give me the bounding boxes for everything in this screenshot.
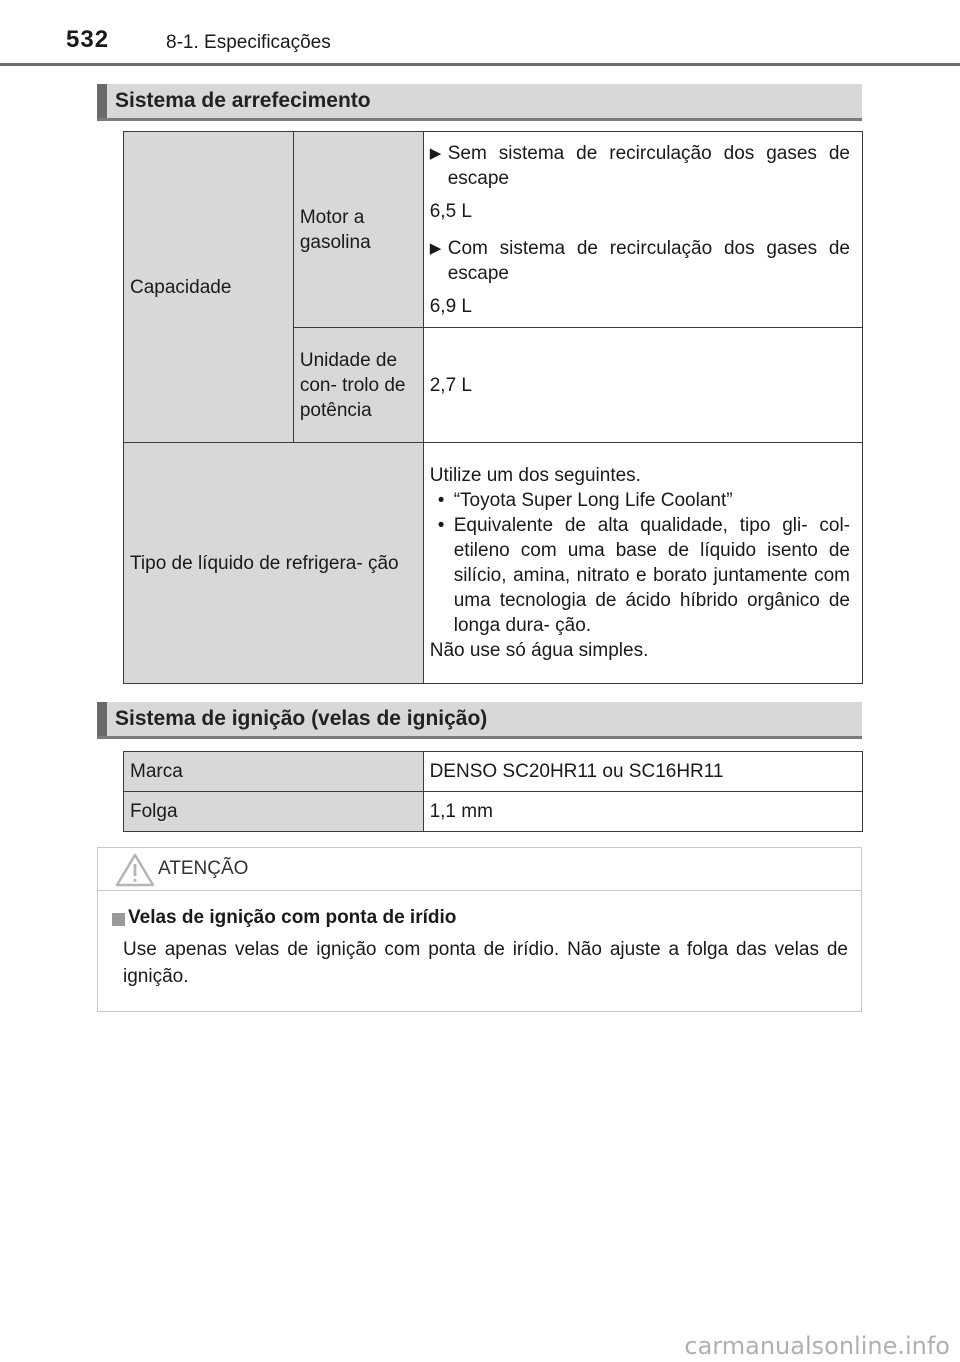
list-item: • Equivalente de alta qualidade, tipo gli- col-etileno com uma base de líquido isento de silício, amina, nitrato e borato juntamente com uma tecnologia de ácido híbrido orgânico de longa dura- ção. (437, 515, 850, 636)
ignition-label-cell: Folga (124, 792, 424, 832)
pcu-value: 2,7 L (423, 328, 862, 443)
ignition-label-cell: Marca (124, 752, 424, 792)
page-header (0, 0, 960, 68)
cooling-table (123, 131, 863, 684)
egr-with-value: 6,9 L (429, 296, 472, 317)
watermark: carmanualsonline.info (684, 1332, 950, 1360)
egr-without-item (430, 141, 850, 191)
square-bullet-icon (112, 913, 125, 926)
egr-with-text: Com sistema de recirculação dos gases de escape (447, 238, 850, 284)
header-rule (0, 63, 960, 66)
arrow-right-icon: ▶ (429, 145, 442, 162)
warning-title: ATENÇÃO (158, 858, 249, 879)
coolant-intro: Utilize um dos seguintes. (429, 465, 641, 486)
warning-header (98, 848, 861, 891)
egr-without-text: Sem sistema de recirculação dos gases de escape (447, 143, 850, 189)
gasoline-motor-label: Motor a gasolina (293, 132, 423, 328)
cooling-section-title: Sistema de arrefecimento (115, 89, 371, 112)
section-path: 8-1. Especificações (166, 32, 331, 53)
warning-box (97, 847, 862, 1012)
ignition-table (123, 751, 863, 832)
ignition-value-cell: DENSO SC20HR11 ou SC16HR11 (423, 752, 862, 792)
table-row (124, 752, 863, 792)
coolant-bullet-list (430, 488, 850, 638)
warning-triangle-icon (115, 853, 155, 887)
coolant-label: Tipo de líquido de refrigera- ção (124, 443, 424, 684)
pcu-label: Unidade de con- trolo de potência (293, 328, 423, 443)
warning-text: Use apenas velas de ignição com ponta de irídio. Não ajuste a folga das velas de ignição. (123, 939, 848, 987)
warning-subtitle: Velas de ignição com ponta de irídio (128, 907, 457, 928)
gasoline-capacity-cell (423, 132, 862, 328)
table-row (124, 792, 863, 832)
coolant-note: Não use só água simples. (429, 640, 649, 661)
cooling-section-bar (97, 84, 862, 121)
coolant-cell (423, 443, 862, 684)
section-accent (97, 702, 107, 736)
page-number: 532 (66, 26, 110, 53)
capacity-label: Capacidade (124, 132, 294, 443)
egr-with-item (430, 236, 850, 286)
list-item: • “Toyota Super Long Life Coolant” (437, 490, 733, 511)
ignition-section-bar (97, 702, 862, 739)
egr-without-value: 6,5 L (429, 201, 472, 222)
ignition-value-cell: 1,1 mm (423, 792, 862, 832)
section-accent (97, 84, 107, 118)
arrow-right-icon: ▶ (429, 240, 442, 257)
ignition-section-title: Sistema de ignição (velas de ignição) (115, 707, 488, 730)
